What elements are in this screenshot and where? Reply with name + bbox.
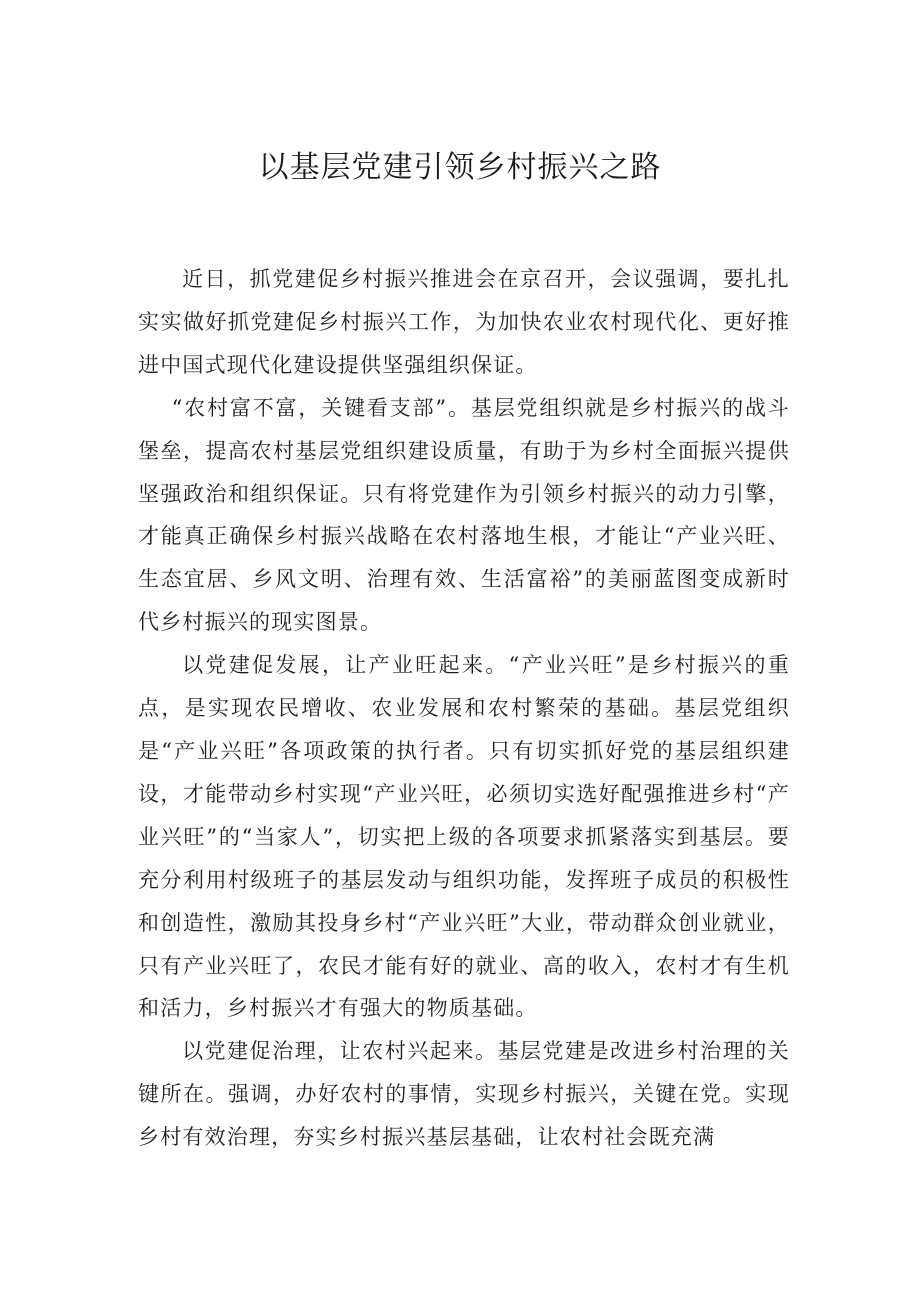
paragraph-4: 以党建促治理，让农村兴起来。基层党建是改进乡村治理的关键所在。强调，办好农村的事情，实现乡村振兴，关键在党。实现乡村有效治理，夯实乡村振兴基层基础，让农村社会既充满: [138, 1039, 790, 1150]
document-body: [138, 258, 790, 1159]
paragraph-3: 以党建促发展，让产业旺起来。“产业兴旺”是乡村振兴的重点，是实现农民增收、农业发展和农村繁荣的基础。基层党组织是“产业兴旺”各项政策的执行者。只有切实抓好党的基层组织建设，才能带动乡村实现“产业兴旺，必须切实选好配强推进乡村“产业兴旺”的“当家人”，切实把上级的各项要求抓紧落实到基层。要充分利用村级班子的基层发动与组织功能，发挥班子成员的积极性和创造性，激励其投身乡村“产业兴旺”大业，带动群众创业就业，只有产业兴旺了，农民才能有好的就业、高的收入，农村才有生机和活力，乡村振兴才有强大的物质基础。: [138, 653, 790, 1021]
paragraph-2: “农村富不富，关键看支部”。基层党组织就是乡村振兴的战斗堡垒，提高农村基层党组织建设质量，有助于为乡村全面振兴提供坚强政治和组织保证。只有将党建作为引领乡村振兴的动力引擎，才能真正确保乡村振兴战略在农村落地生根，才能让“产业兴旺、生态宜居、乡风文明、治理有效、生活富裕”的美丽蓝图变成新时代乡村振兴的现实图景。: [138, 395, 790, 635]
paragraph-1: 近日，抓党建促乡村振兴推进会在京召开，会议强调，要扎扎实实做好抓党建促乡村振兴工作，为加快农业农村现代化、更好推进中国式现代化建设提供坚强组织保证。: [138, 267, 790, 377]
document-title: 以基层党建引领乡村振兴之路: [258, 150, 662, 185]
